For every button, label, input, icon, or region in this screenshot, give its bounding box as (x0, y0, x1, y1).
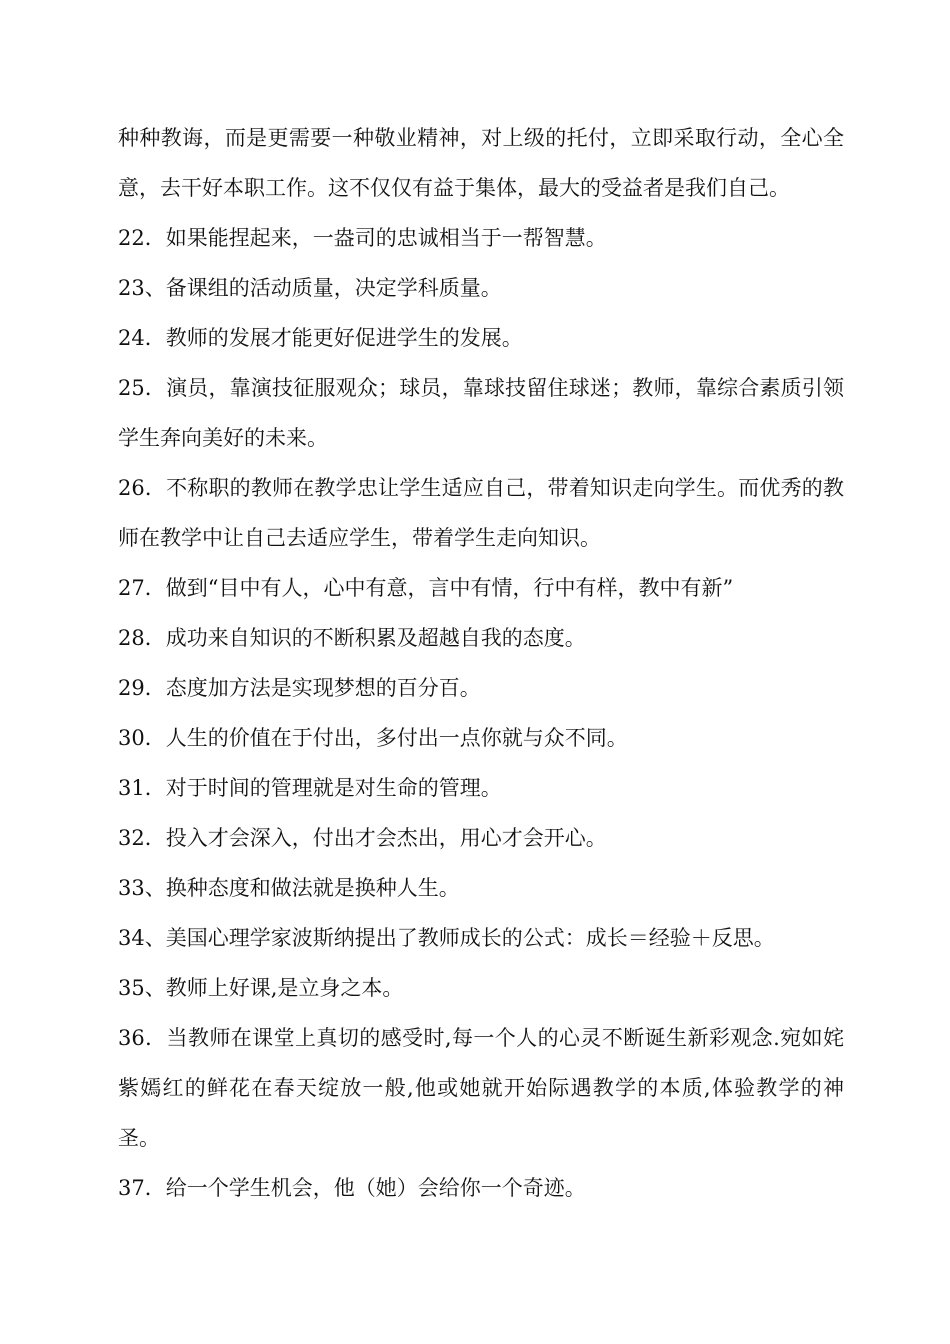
paragraph-item-24: 24．教师的发展才能更好促进学生的发展。 (118, 326, 523, 350)
paragraph-item-30: 30．人生的价值在于付出，多付出一点你就与众不同。 (118, 726, 628, 750)
paragraph-item-31: 31．对于时间的管理就是对生命的管理。 (118, 776, 502, 800)
paragraph-item-37: 37．给一个学生机会，他（她）会给你一个奇迹。 (118, 1176, 586, 1200)
paragraph-item-34: 34、美国心理学家波斯纳提出了教师成长的公式：成长＝经验＋反思。 (118, 926, 775, 950)
paragraph-item-28: 28．成功来自知识的不断积累及超越自我的态度。 (118, 626, 586, 650)
paragraph-continuation: 种种教诲，而是更需要一种敬业精神，对上级的托付，立即采取行动，全心全意，去干好本职工作。这不仅仅有益于集体，最大的受益者是我们自己。 (118, 126, 844, 200)
paragraph-item-29: 29．态度加方法是实现梦想的百分百。 (118, 676, 481, 700)
paragraph-item-22: 22．如果能捏起来，一盎司的忠诚相当于一帮智慧。 (118, 226, 607, 250)
paragraph-item-32: 32．投入才会深入，付出才会杰出，用心才会开心。 (118, 826, 607, 850)
paragraph-item-23: 23、备课组的活动质量，决定学科质量。 (118, 276, 502, 300)
paragraph-item-27: 27．做到“目中有人，心中有意，言中有情，行中有样，教中有新” (118, 576, 734, 600)
paragraph-item-33: 33、换种态度和做法就是换种人生。 (118, 876, 460, 900)
paragraph-item-26: 26．不称职的教师在教学忠让学生适应自己，带着知识走向学生。而优秀的教师在教学中让自己去适应学生，带着学生走向知识。 (118, 476, 844, 550)
document-page (118, 113, 844, 1213)
paragraph-item-36: 36．当教师在课堂上真切的感受时,每一个人的心灵不断诞生新彩观念.宛如姹紫嫣红的鲜花在春天绽放一般,他或她就开始际遇教学的本质,体验教学的神圣。 (118, 1026, 844, 1150)
paragraph-item-35: 35、教师上好课,是立身之本。 (118, 976, 404, 1000)
paragraph-item-25: 25．演员，靠演技征服观众；球员，靠球技留住球迷；教师，靠综合素质引领学生奔向美好的未来。 (118, 376, 844, 450)
